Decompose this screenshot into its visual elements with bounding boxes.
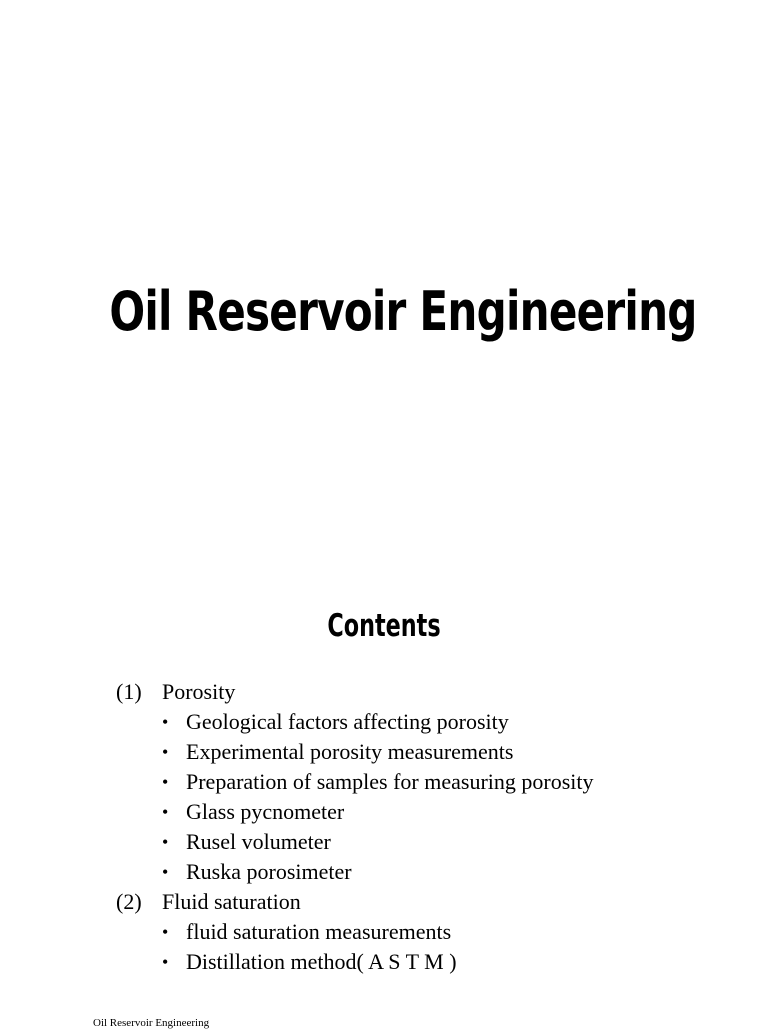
toc-section bbox=[0, 887, 768, 917]
bullet-icon: • bbox=[162, 772, 169, 792]
toc-bullet-item bbox=[0, 737, 768, 767]
bullet-text: Geological factors affecting porosity bbox=[186, 709, 509, 734]
toc-bullet-item bbox=[0, 947, 768, 977]
bullet-text: Distillation method( A S T M ) bbox=[186, 949, 457, 974]
bullet-icon: • bbox=[162, 922, 169, 942]
toc-bullet-item bbox=[0, 827, 768, 857]
bullet-text: fluid saturation measurements bbox=[186, 919, 452, 944]
page-footer: Oil Reservoir Engineering bbox=[93, 1017, 210, 1029]
section-title: Porosity bbox=[162, 679, 236, 704]
bullet-icon: • bbox=[162, 952, 169, 972]
bullet-icon: • bbox=[162, 832, 169, 852]
table-of-contents bbox=[0, 677, 768, 977]
bullet-text: Rusel volumeter bbox=[186, 829, 331, 854]
toc-bullet-item bbox=[0, 857, 768, 887]
toc-bullet-item bbox=[0, 767, 768, 797]
bullet-icon: • bbox=[162, 802, 169, 822]
bullet-text: Experimental porosity measurements bbox=[186, 739, 514, 764]
bullet-text: Preparation of samples for measuring porosity bbox=[186, 769, 594, 794]
toc-bullet-item bbox=[0, 917, 768, 947]
toc-section bbox=[0, 677, 768, 707]
section-title: Fluid saturation bbox=[162, 889, 301, 914]
toc-bullet-item bbox=[0, 707, 768, 737]
contents-heading: Contents bbox=[327, 608, 441, 644]
toc-bullet-item bbox=[0, 797, 768, 827]
bullet-icon: • bbox=[162, 712, 169, 732]
document-title: Oil Reservoir Engineering bbox=[109, 280, 697, 343]
section-number: (2) bbox=[116, 889, 142, 914]
bullet-icon: • bbox=[162, 742, 169, 762]
bullet-text: Ruska porosimeter bbox=[186, 859, 352, 884]
bullet-icon: • bbox=[162, 862, 169, 882]
section-number: (1) bbox=[116, 679, 142, 704]
bullet-text: Glass pycnometer bbox=[186, 799, 345, 824]
